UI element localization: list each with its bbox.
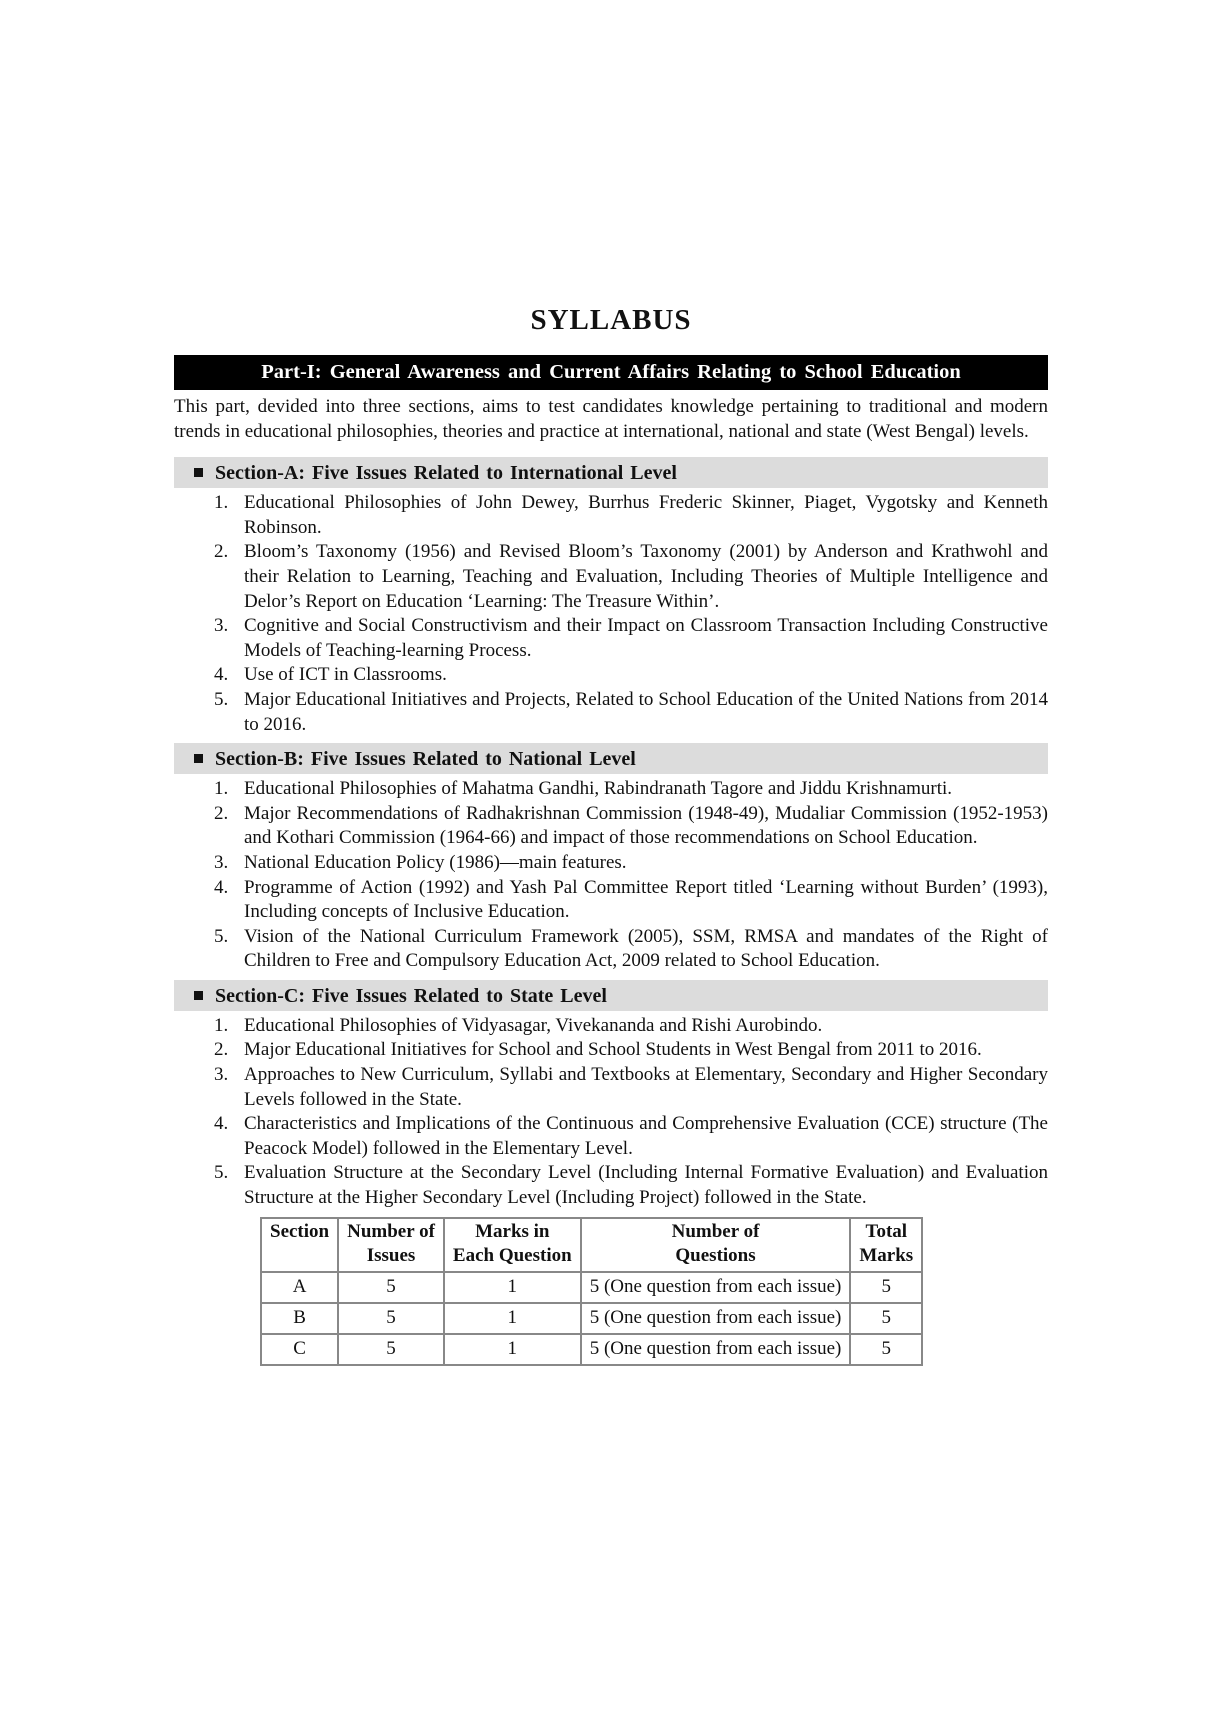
list-item [174, 540, 1048, 614]
column-header [581, 1218, 851, 1272]
item-text: Educational Philosophies of John Dewey, Burrhus Frederic Skinner, Piaget, Vygotsky and Kenneth Robinson. [244, 492, 1048, 538]
item-number: 4. [214, 876, 229, 898]
item-number: 5. [214, 688, 229, 710]
header-line: Each Question [452, 1245, 572, 1267]
table-row [261, 1303, 922, 1334]
list-item [174, 777, 1048, 802]
table-row [261, 1334, 922, 1365]
item-number: 4. [214, 664, 229, 686]
intro-paragraph: This part, devided into three sections, aims to test candidates knowledge pertaining to traditional and modern trends in educational philosophies, theories and practice at international, national and state (West Bengal) levels. [174, 396, 1048, 442]
item-text: Evaluation Structure at the Secondary Level (Including Internal Formative Evaluation) and Evaluation Structure at the Higher Secondary Level (Including Project) followed in the State. [244, 1162, 1048, 1209]
table-cell: A [261, 1272, 338, 1303]
issue-list [174, 1014, 1048, 1211]
item-text: Vision of the National Curriculum Framework (2005), SSM, RMSA and mandates of the Right of Children to Free and Compulsory Education Act, 2009 related to School Education. [244, 925, 1048, 972]
part-heading: Part-I: General Awareness and Current Affairs Relating to School Education [174, 355, 1048, 390]
item-text: National Education Policy (1986)—main features. [244, 851, 627, 873]
column-header [338, 1218, 444, 1272]
item-text: Educational Philosophies of Vidyasagar, Vivekananda and Rishi Aurobindo. [244, 1014, 823, 1036]
item-text: Programme of Action (1992) and Yash Pal Committee Report titled ‘Learning without Burden’ (1993), Including concepts of Inclusive Education. [244, 876, 1048, 923]
column-header [850, 1218, 922, 1272]
list-item [174, 688, 1048, 737]
section-heading-text: Section-C: Five Issues Related to State Level [215, 984, 607, 1007]
item-number: 3. [214, 851, 229, 873]
section-heading-text: Section-B: Five Issues Related to National Level [215, 748, 636, 771]
list-item [174, 851, 1048, 876]
table-cell: 5 (One question from each issue) [581, 1272, 851, 1303]
item-number: 3. [214, 1064, 229, 1086]
table-cell: 5 [850, 1303, 922, 1334]
square-bullet-icon [194, 991, 203, 1000]
header-line: Marks [859, 1245, 914, 1267]
table-cell: 5 [850, 1272, 922, 1303]
table-cell: 5 (One question from each issue) [581, 1334, 851, 1365]
list-item [174, 663, 1048, 688]
table-header-row [261, 1218, 922, 1272]
item-text: Bloom’s Taxonomy (1956) and Revised Bloom’s Taxonomy (2001) by Anderson and Krathwohl and their Relation to Learning, Teaching and Evaluation, Including Theories of Multiple Intelligence and Delor’s Report on Education ‘Learning: The Treasure Within’. [244, 541, 1048, 612]
table-cell: 1 [444, 1272, 581, 1303]
syllabus-page [174, 302, 1048, 1366]
list-item [174, 1038, 1048, 1063]
square-bullet-icon [194, 754, 203, 763]
item-text: Major Recommendations of Radhakrishnan Commission (1948-49), Mudaliar Commission (1952-1953) and Kothari Commission (1964-66) and impact of those recommendations on School Education. [244, 802, 1048, 849]
section-heading [174, 457, 1048, 488]
column-header [261, 1218, 338, 1272]
section-heading-text: Section-A: Five Issues Related to International Level [215, 462, 677, 485]
item-number: 4. [214, 1113, 229, 1135]
marks-table [260, 1217, 923, 1366]
item-text: Cognitive and Social Constructivism and their Impact on Classroom Transaction Including Constructive Models of Teaching-learning Process. [244, 615, 1048, 661]
table-row [261, 1272, 922, 1303]
square-bullet-icon [194, 468, 203, 477]
header-line: Total [865, 1220, 908, 1242]
table-cell: C [261, 1334, 338, 1365]
list-item [174, 1014, 1048, 1039]
table-cell: 1 [444, 1334, 581, 1365]
item-number: 1. [214, 1014, 229, 1036]
table-cell: 5 [850, 1334, 922, 1365]
table-cell: 5 [338, 1272, 444, 1303]
header-line: Questions [675, 1245, 756, 1267]
item-number: 2. [214, 541, 229, 563]
section-heading [174, 980, 1048, 1011]
table-cell: 5 [338, 1303, 444, 1334]
list-item [174, 614, 1048, 663]
table-body [261, 1272, 922, 1365]
issue-list [174, 777, 1048, 974]
sections [174, 457, 1048, 1210]
header-line: Issues [366, 1245, 416, 1267]
item-number: 5. [214, 925, 229, 947]
header-line: Section [270, 1220, 330, 1242]
item-number: 2. [214, 802, 229, 824]
list-item [174, 1112, 1048, 1161]
item-text: Characteristics and Implications of the Continuous and Comprehensive Evaluation (CCE) structure (The Peacock Model) followed in the Elementary Level. [244, 1113, 1048, 1159]
item-number: 3. [214, 615, 229, 637]
table-cell: 5 (One question from each issue) [581, 1303, 851, 1334]
header-line: Number of [671, 1220, 760, 1242]
list-item [174, 491, 1048, 540]
table-cell: B [261, 1303, 338, 1334]
page-title: SYLLABUS [530, 304, 692, 336]
list-item [174, 1161, 1048, 1210]
item-number: 1. [214, 778, 229, 800]
table-cell: 1 [444, 1303, 581, 1334]
item-text: Educational Philosophies of Mahatma Gandhi, Rabindranath Tagore and Jiddu Krishnamurti. [244, 778, 953, 800]
list-item [174, 802, 1048, 851]
item-text: Major Educational Initiatives for School and School Students in West Bengal from 2011 to 2016. [244, 1039, 982, 1061]
item-number: 2. [214, 1039, 229, 1061]
item-text: Use of ICT in Classrooms. [244, 664, 447, 686]
section-heading [174, 743, 1048, 774]
table-cell: 5 [338, 1334, 444, 1365]
list-item [174, 925, 1048, 974]
column-header [444, 1218, 581, 1272]
header-line: Number of [347, 1220, 435, 1242]
item-text: Major Educational Initiatives and Projects, Related to School Education of the United Nations from 2014 to 2016. [244, 688, 1048, 735]
list-item [174, 876, 1048, 925]
list-item [174, 1063, 1048, 1112]
item-number: 5. [214, 1162, 229, 1184]
item-number: 1. [214, 492, 229, 514]
header-line: Marks in [475, 1220, 550, 1242]
issue-list [174, 491, 1048, 737]
item-text: Approaches to New Curriculum, Syllabi and Textbooks at Elementary, Secondary and Higher Secondary Levels followed in the State. [244, 1064, 1048, 1110]
